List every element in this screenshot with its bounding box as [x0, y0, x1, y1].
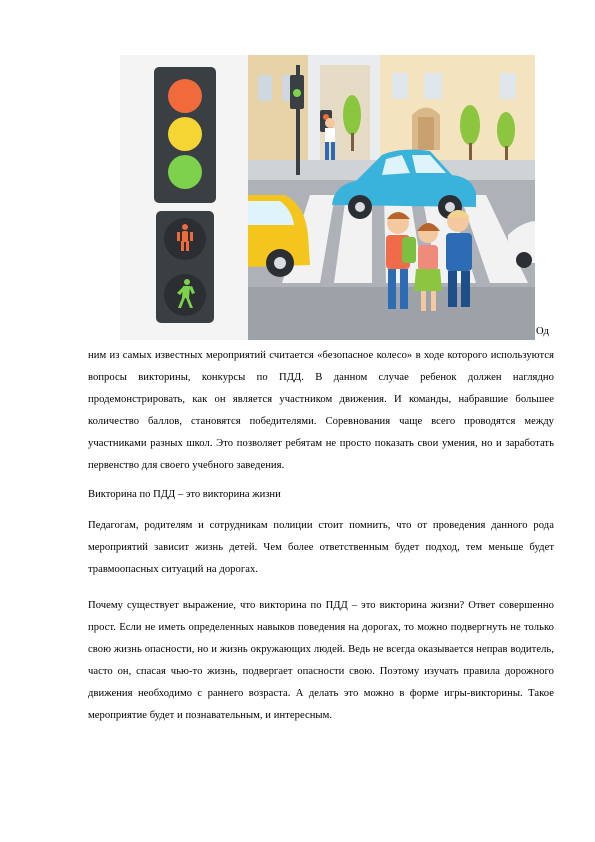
- traffic-light: [154, 67, 216, 203]
- paragraph-3: Почему существует выражение, что викторина по ПДД – это викторина жизни? Ответ совершенно прост. Если не иметь определенных навыков поведения на дорогах, то можно подвергнуть не только свою жизнь опасности, но и жизнь окружающих людей. Ведь не всегда оказывается неправ водитель, часто он, спасая чью-то жизнь, подвергает опасности свою. Поэтому изучать правила дорожного движения необходимо с раннего возраста. А делать это можно в форме игры-викторины. Такое мероприятие будет и познавательным, и интересным.: [88, 600, 554, 721]
- pedestrian-traffic-light: [156, 211, 214, 323]
- paragraph-2: Педагогам, родителям и сотрудникам полиции стоит помнить, что от проведения данного рода мероприятий зависит жизнь детей. Чем более ответственным будет подход, тем меньше будет травмоопасных ситуаций на дорогах.: [88, 520, 554, 575]
- yellow-light-icon: [168, 117, 202, 151]
- section-heading: Викторина по ПДД – это викторина жизни: [88, 489, 281, 500]
- street-scene: [248, 55, 535, 340]
- traffic-safety-illustration: [120, 55, 535, 340]
- green-light-icon: [168, 155, 202, 189]
- red-light-icon: [168, 79, 202, 113]
- paragraph-1-first-word: Од: [536, 326, 549, 337]
- paragraph-1: ним из самых известных мероприятий считается «безопасное колесо» в ходе которого используются вопросы викторины, конкурсы по ПДД. В данном случае ребенок должен наглядно продемонстрировать, как он является участником движения. И команды, набравшие большее количество баллов, становятся победителями. Соревнования чаще всего проводятся между участниками разных школ. Это позволяет ребятам не просто показать свои умения, но и заработать первенство для своего учебного заведения.: [88, 350, 554, 471]
